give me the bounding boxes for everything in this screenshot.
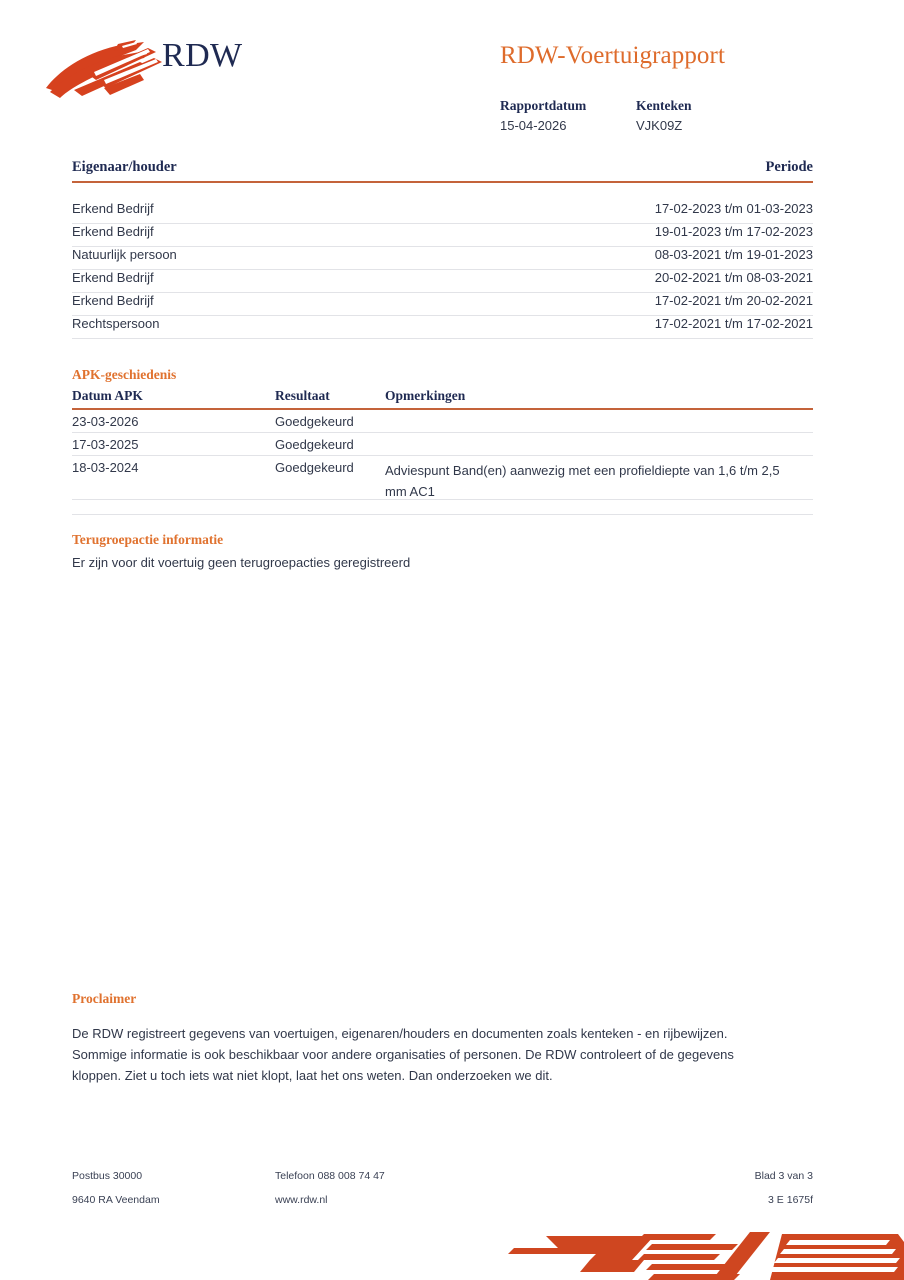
rdw-wordmark: RDW (162, 37, 243, 74)
footer-city: 9640 RA Veendam (72, 1194, 160, 1206)
table-row (72, 224, 813, 247)
footer-postbus: Postbus 30000 (72, 1170, 143, 1182)
owner-header-rule (72, 181, 813, 183)
owner-section-header (72, 158, 813, 181)
apk-column-headers (72, 388, 813, 408)
report-date-value: 15-04-2026 (500, 118, 567, 133)
footer-page-number: Blad 3 van 3 (754, 1170, 813, 1182)
apk-remarks: Adviespunt Band(en) aanwezig met een profieldiepte van 1,6 t/m 2,5 mm AC1 (385, 462, 780, 499)
owner-period: 17-02-2023 t/m 01-03-2023 (654, 200, 813, 216)
apk-date: 23-03-2026 (72, 413, 139, 429)
owner-period: 19-01-2023 t/m 17-02-2023 (654, 223, 813, 239)
apk-date: 17-03-2025 (72, 436, 139, 452)
table-row (72, 270, 813, 293)
period-heading: Periode (765, 159, 813, 175)
owner-heading: Eigenaar/houder (72, 159, 177, 175)
owner-section (72, 158, 813, 339)
owner-period: 08-03-2021 t/m 19-01-2023 (654, 246, 813, 262)
apk-result: Goedgekeurd (275, 413, 354, 429)
table-row (72, 316, 813, 339)
page-title: RDW-Voertuigrapport (500, 42, 726, 69)
owner-table (72, 201, 813, 339)
owner-period: 20-02-2021 t/m 08-03-2021 (654, 269, 813, 285)
table-row (72, 293, 813, 316)
table-row (72, 247, 813, 270)
table-row (72, 201, 813, 224)
license-plate-block (636, 98, 692, 134)
footer-row-1 (72, 1170, 813, 1194)
table-row (72, 410, 813, 433)
report-date-label: Rapportdatum (500, 98, 587, 113)
document-footer (72, 1170, 813, 1218)
rdw-arrow-logo-icon (44, 38, 169, 100)
recall-section (72, 531, 813, 572)
footer-row-2 (72, 1194, 813, 1218)
apk-result: Goedgekeurd (275, 436, 354, 452)
footer-phone: Telefoon 088 008 74 47 (275, 1170, 385, 1182)
owner-holder: Erkend Bedrijf (72, 292, 154, 308)
rdw-speed-stripes-graphic (494, 1220, 904, 1280)
apk-history-section (72, 366, 813, 515)
recall-text: Er zijn voor dit voertuig geen terugroepacties geregistreerd (72, 555, 411, 570)
apk-heading: APK-geschiedenis (72, 367, 177, 382)
report-date-block (500, 98, 586, 134)
owner-holder: Rechtspersoon (72, 315, 160, 331)
speed-stripes-icon (494, 1220, 904, 1280)
disclaimer-heading: Proclaimer (72, 991, 137, 1006)
footer-form-code: 3 E 1675f (768, 1194, 813, 1206)
disclaimer-text: De RDW registreert gegevens van voertuigen, eigenaren/houders en documenten zoals kenteken - en rijbewijzen. Sommige informatie is ook beschikbaar voor andere organisaties of personen. De RDW controleert of de gegevens kloppen. Ziet u toch iets wat niet klopt, laat het ons weten. Dan onderzoeken we dit. (72, 1026, 734, 1083)
apk-col-date: Datum APK (72, 388, 143, 403)
table-row (72, 456, 813, 500)
owner-period: 17-02-2021 t/m 20-02-2021 (654, 292, 813, 308)
apk-date: 18-03-2024 (72, 459, 139, 475)
table-row (72, 433, 813, 456)
owner-holder: Erkend Bedrijf (72, 200, 154, 216)
license-plate-label: Kenteken (636, 98, 692, 113)
apk-table (72, 410, 813, 515)
license-plate-value: VJK09Z (636, 118, 683, 133)
owner-holder: Erkend Bedrijf (72, 269, 154, 285)
owner-period: 17-02-2021 t/m 17-02-2021 (654, 315, 813, 331)
document-header (0, 0, 904, 150)
recall-heading: Terugroepactie informatie (72, 532, 224, 547)
owner-holder: Natuurlijk persoon (72, 246, 177, 262)
disclaimer-section (72, 990, 813, 1086)
apk-table-footer-rule (72, 500, 813, 515)
apk-col-remarks: Opmerkingen (385, 388, 466, 403)
owner-holder: Erkend Bedrijf (72, 223, 154, 239)
rdw-logo (44, 36, 294, 98)
footer-website[interactable]: www.rdw.nl (275, 1194, 328, 1206)
apk-result: Goedgekeurd (275, 459, 354, 475)
apk-col-result: Resultaat (275, 388, 330, 403)
